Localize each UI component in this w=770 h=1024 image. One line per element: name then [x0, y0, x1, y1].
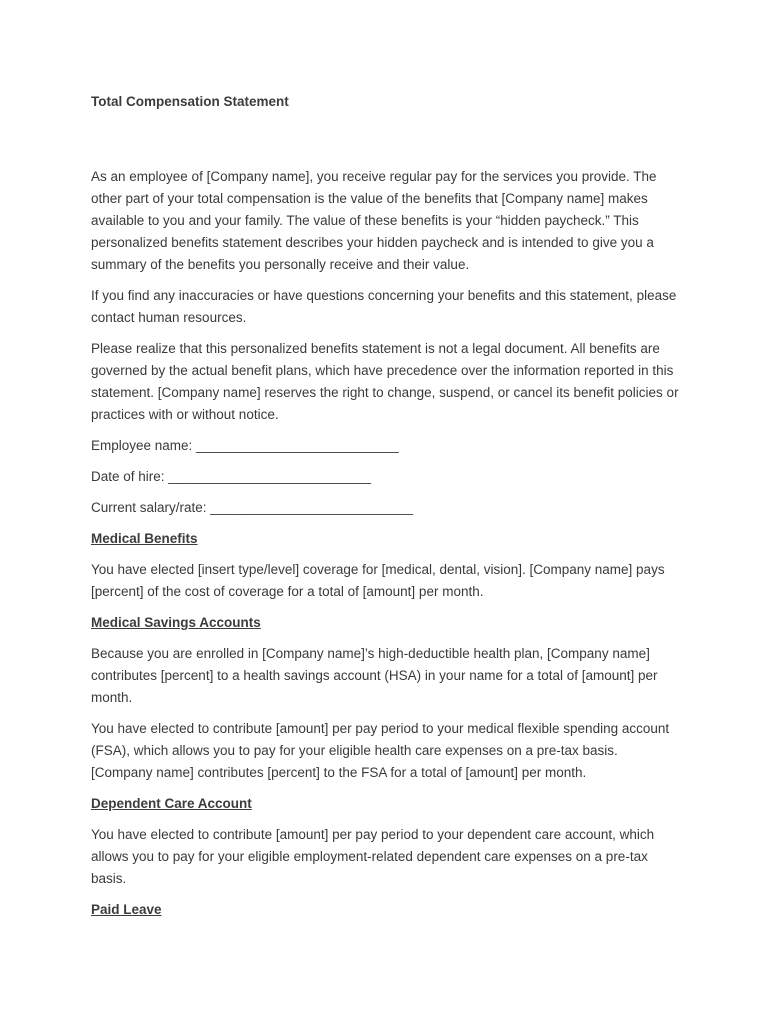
- document-page: [91, 92, 681, 921]
- intro-paragraph: As an employee of [Company name], you receive regular pay for the services you provide. The other part of your total compensation is the value of the benefits that [Company name] makes available to you and your family. The value of these benefits is your “hidden paycheck.” This personalized benefits statement describes your hidden paycheck and is intended to give you a summary of the benefits you personally receive and their value.: [91, 169, 657, 272]
- disclaimer-paragraph: Please realize that this personalized benefits statement is not a legal document. All benefits are governed by the actual benefit plans, which have precedence over the information reported in this statement. [Company name] reserves the right to change, suspend, or cancel its benefit policies or practices with or without notice.: [91, 341, 679, 422]
- document-title: Total Compensation Statement: [91, 94, 289, 109]
- paid-leave-heading: Paid Leave: [91, 902, 162, 917]
- fsa-paragraph: You have elected to contribute [amount] per pay period to your medical flexible spending account (FSA), which allows you to pay for your eligible health care expenses on a pre-tax basis. [Company name] contributes [percent] to the FSA for a total of [amount] per month.: [91, 721, 670, 780]
- current-salary-field: Current salary/rate: ___________________________: [91, 500, 414, 515]
- contact-paragraph: If you find any inaccuracies or have questions concerning your benefits and this statement, please contact human resources.: [91, 288, 677, 325]
- employee-name-field: Employee name: ___________________________: [91, 438, 399, 453]
- date-of-hire-field: Date of hire: ___________________________: [91, 469, 372, 484]
- medical-savings-heading: Medical Savings Accounts: [91, 615, 261, 630]
- dependent-care-heading: Dependent Care Account: [91, 796, 252, 811]
- medical-benefits-heading: Medical Benefits: [91, 531, 198, 546]
- medical-benefits-paragraph: You have elected [insert type/level] coverage for [medical, dental, vision]. [Company name] pays [percent] of the cost of coverage for a total of [amount] per month.: [91, 562, 665, 599]
- hsa-paragraph: Because you are enrolled in [Company name]’s high-deductible health plan, [Company name] contributes [percent] to a health savings account (HSA) in your name for a total of [amount] per month.: [91, 646, 658, 705]
- dependent-care-paragraph: You have elected to contribute [amount] per pay period to your dependent care account, which allows you to pay for your eligible employment-related dependent care expenses on a pre-tax basis.: [91, 827, 655, 886]
